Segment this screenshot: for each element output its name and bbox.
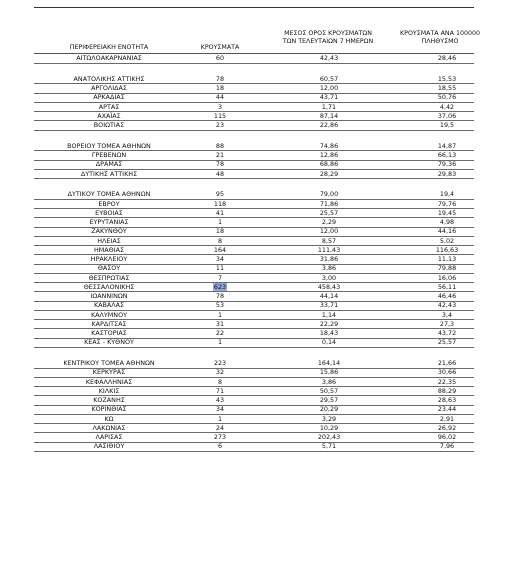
table-row — [34, 170, 474, 179]
cell-region: ΚΕΦΑΛΛΗΝΙΑΣ — [85, 377, 133, 386]
cell-cases-per-100k: 44,16 — [437, 227, 457, 236]
cell-cases-per-100k: 2,91 — [439, 414, 455, 423]
cell-cases-per-100k: 42,43 — [437, 301, 457, 310]
cell-cases-per-100k: 19,5 — [439, 121, 455, 129]
cell-cases: 78 — [215, 160, 225, 169]
cell-region: ΚΑΒΑΛΑΣ — [93, 301, 125, 310]
highlighted-value: 623 — [213, 282, 227, 291]
cell-region: ΑΧΑΪΑΣ — [97, 111, 121, 120]
table-row — [34, 301, 474, 310]
cell-cases: 8 — [217, 377, 223, 386]
cell-cases-per-100k: 25,57 — [437, 338, 457, 347]
cell-cases: 3 — [217, 102, 223, 111]
row-rule — [34, 178, 474, 179]
header-cases-per-100k-line2: ΠΛΗΘΥΣΜΟ — [421, 38, 459, 45]
header-cases: ΚΡΟΥΣΜΑΤΑ — [200, 44, 240, 51]
cell-weekly-average: 50,57 — [319, 386, 339, 395]
cell-cases: 7 — [217, 273, 223, 282]
cell-weekly-average: 1,14 — [321, 310, 337, 319]
cell-weekly-average: 33,71 — [319, 301, 339, 310]
row-rule — [34, 451, 474, 452]
cell-region: ΚΩ — [104, 414, 114, 423]
cell-cases: 1 — [217, 414, 223, 423]
table-row — [34, 292, 474, 301]
cell-region: ΑΝΑΤΟΛΙΚΗΣ ΑΤΤΙΚΗΣ — [73, 74, 145, 83]
cell-cases-per-100k: 21,66 — [437, 359, 457, 367]
cell-weekly-average: 31,86 — [319, 255, 339, 263]
cell-region: ΘΕΣΠΡΩΤΙΑΣ — [88, 273, 130, 282]
cell-region: ΚΕΡΚΥΡΑΣ — [92, 368, 126, 377]
cell-cases-per-100k: 50,76 — [437, 93, 457, 102]
table-row — [34, 405, 474, 414]
cell-region: ΕΥΡΥΤΑΝΙΑΣ — [89, 218, 129, 226]
cell-region: ΚΑΡΔΙΤΣΑΣ — [91, 319, 127, 328]
table-row — [34, 209, 474, 218]
cell-weekly-average: 164,14 — [317, 359, 341, 367]
row-rule — [34, 130, 474, 131]
cell-region: ΗΡΑΚΛΕΙΟΥ — [90, 255, 128, 263]
table-row — [34, 93, 474, 102]
cell-weekly-average: 3,00 — [321, 273, 337, 282]
cell-region: ΑΡΤΑΣ — [98, 102, 120, 111]
table-row — [34, 387, 474, 396]
cell-cases-per-100k: 79,76 — [437, 199, 457, 208]
cell-weekly-average: 12,00 — [319, 227, 339, 236]
cell-cases-per-100k: 88,29 — [437, 386, 457, 395]
table-row — [34, 246, 474, 255]
table-row — [34, 75, 474, 84]
cell-cases: 71 — [215, 386, 225, 395]
header-weekly-average — [255, 30, 401, 46]
cell-weekly-average: 10,29 — [319, 423, 339, 432]
cell-cases: 11 — [215, 264, 225, 273]
cell-weekly-average: 60,57 — [319, 74, 339, 83]
cell-cases-per-100k: 28,46 — [437, 54, 457, 62]
table-row — [34, 368, 474, 377]
cell-weekly-average: 0,14 — [321, 338, 337, 347]
cell-region: ΚΙΛΚΙΣ — [98, 386, 120, 395]
table-row — [34, 338, 474, 347]
cell-region: ΔΡΑΜΑΣ — [95, 160, 123, 169]
table-row — [34, 190, 474, 199]
cell-cases-per-100k: 29,83 — [437, 169, 457, 178]
cell-region: ΔΥΤΙΚΟΥ ΤΟΜΕΑ ΑΘΗΝΩΝ — [67, 190, 151, 199]
table-row — [34, 415, 474, 424]
cell-weekly-average: 87,14 — [319, 111, 339, 120]
cell-cases: 24 — [215, 423, 225, 432]
cell-weekly-average: 22,86 — [319, 121, 339, 129]
table-row — [34, 274, 474, 283]
cell-region: ΕΒΡΟΥ — [98, 199, 120, 208]
table-row — [34, 121, 474, 130]
cell-cases-per-100k: 11,13 — [437, 255, 457, 263]
cell-region: ΚΟΖΑΝΗΣ — [93, 396, 125, 404]
cell-region: ΑΙΤΩΛΟΑΚΑΡΝΑΝΙΑΣ — [76, 54, 142, 62]
table-row — [34, 200, 474, 209]
cell-region: ΚΟΡΙΝΘΙΑΣ — [91, 405, 127, 414]
cell-cases: 21 — [215, 151, 225, 159]
cell-cases-per-100k: 37,06 — [437, 111, 457, 120]
cell-weekly-average: 111,43 — [317, 245, 341, 254]
cell-region: ΒΟΡΕΙΟΥ ΤΟΜΕΑ ΑΘΗΝΩΝ — [67, 141, 151, 150]
cell-weekly-average: 29,57 — [319, 396, 339, 404]
cell-weekly-average: 1,71 — [321, 102, 337, 111]
cell-cases: 60 — [215, 54, 225, 62]
cell-cases: 88 — [215, 141, 225, 150]
cell-region: ΚΕΑΣ - ΚΥΘΝΟΥ — [84, 338, 134, 347]
cell-cases-per-100k: 19,4 — [439, 190, 455, 199]
cell-weekly-average: 18,43 — [319, 329, 339, 337]
cell-region: ΘΑΣΟΥ — [97, 264, 121, 273]
cell-weekly-average: 12,00 — [319, 84, 339, 92]
cell-cases: 6 — [217, 442, 223, 451]
cell-weekly-average: 3,86 — [321, 264, 337, 273]
cell-cases-per-100k: 15,53 — [437, 74, 457, 83]
cell-cases-per-100k: 5,02 — [439, 236, 455, 245]
table-row — [34, 54, 474, 63]
cell-cases: 223 — [213, 359, 227, 367]
cell-cases-per-100k: 19,45 — [437, 208, 457, 217]
cell-cases: 53 — [215, 301, 225, 310]
cell-weekly-average: 28,29 — [319, 169, 339, 178]
cell-cases: 34 — [215, 255, 225, 263]
table-row — [34, 227, 474, 236]
cell-cases: 31 — [215, 319, 225, 328]
cell-weekly-average: 5,71 — [321, 442, 337, 451]
table-row — [34, 329, 474, 338]
cell-cases: 273 — [213, 433, 227, 441]
cell-weekly-average: 8,57 — [321, 236, 337, 245]
header-weekly-average-line2: ΤΩΝ ΤΕΛΕΥΤΑΙΩΝ 7 ΗΜΕΡΩΝ — [282, 38, 374, 45]
cell-cases: 32 — [215, 368, 225, 377]
cell-cases: 78 — [215, 292, 225, 300]
table-row — [34, 283, 474, 292]
cell-cases-per-100k: 18,55 — [437, 84, 457, 92]
cell-cases-per-100k: 23,44 — [437, 405, 457, 414]
cell-cases: 43 — [215, 396, 225, 404]
row-rule — [34, 63, 474, 64]
cell-cases: 34 — [215, 405, 225, 414]
table-row — [34, 218, 474, 227]
table-row — [34, 84, 474, 93]
cell-weekly-average: 15,86 — [319, 368, 339, 377]
table-row — [34, 424, 474, 433]
cell-region: ΚΑΣΤΟΡΙΑΣ — [91, 329, 127, 337]
header-region: ΠΕΡΙΦΕΡΕΙΑΚΗ ΕΝΟΤΗΤΑ — [69, 44, 149, 51]
cell-cases: 23 — [215, 121, 225, 129]
cell-cases-per-100k: 27,3 — [439, 319, 455, 328]
cell-cases-per-100k: 22,35 — [437, 377, 457, 386]
cell-cases: 22 — [215, 329, 225, 337]
cell-cases-per-100k: 79,88 — [437, 264, 457, 273]
cell-cases: 1 — [217, 310, 223, 319]
cell-cases-per-100k: 46,46 — [437, 292, 457, 300]
table-row — [34, 320, 474, 329]
table-row — [34, 396, 474, 405]
cell-weekly-average: 42,43 — [319, 54, 339, 62]
table-row — [34, 255, 474, 264]
cell-cases: 48 — [215, 169, 225, 178]
cell-cases-per-100k: 14,87 — [437, 141, 457, 150]
cell-weekly-average: 68,86 — [319, 160, 339, 169]
cell-cases: 118 — [213, 199, 227, 208]
cell-cases-per-100k: 79,36 — [437, 160, 457, 169]
cell-cases: 1 — [217, 218, 223, 226]
cell-cases: 115 — [213, 111, 227, 120]
cell-weekly-average: 22,29 — [319, 319, 339, 328]
cell-cases: 8 — [217, 236, 223, 245]
cell-region: ΛΑΣΙΘΙΟΥ — [93, 442, 125, 451]
cell-cases-per-100k: 4,98 — [439, 218, 455, 226]
cell-weekly-average: 3,86 — [321, 377, 337, 386]
cell-region: ΕΥΒΟΙΑΣ — [95, 208, 123, 217]
cell-weekly-average: 2,29 — [321, 218, 337, 226]
cell-weekly-average: 43,71 — [319, 93, 339, 102]
cell-cases-per-100k: 56,11 — [437, 282, 457, 291]
cell-cases: 18 — [215, 84, 225, 92]
table-row — [34, 264, 474, 273]
cell-cases: 164 — [213, 245, 227, 254]
cell-weekly-average: 71,86 — [319, 199, 339, 208]
cell-cases-per-100k: 116,63 — [435, 245, 459, 254]
cell-cases-per-100k: 43,72 — [437, 329, 457, 337]
cell-cases-per-100k: 66,13 — [437, 151, 457, 159]
cell-region: ΗΛΕΙΑΣ — [97, 236, 121, 245]
cell-cases: 18 — [215, 227, 225, 236]
cell-region: ΑΡΚΑΔΙΑΣ — [93, 93, 125, 102]
cell-weekly-average: 12,86 — [319, 151, 339, 159]
table-row — [34, 378, 474, 387]
row-rule — [34, 347, 474, 348]
header-cases-per-100k-line1: ΚΡΟΥΣΜΑΤΑ ΑΝΑ 100000 — [400, 30, 480, 37]
cell-region: ΛΑΚΩΝΙΑΣ — [92, 423, 126, 432]
cell-cases: 41 — [215, 208, 225, 217]
table-row — [34, 160, 474, 169]
cell-weekly-average: 458,43 — [317, 282, 341, 291]
table-row — [34, 151, 474, 160]
cell-region: ΘΕΣΣΑΛΟΝΙΚΗΣ — [83, 282, 135, 291]
cell-region: ΒΟΙΩΤΙΑΣ — [93, 121, 125, 129]
cell-weekly-average: 20,29 — [319, 405, 339, 414]
cell-weekly-average: 25,57 — [319, 208, 339, 217]
cell-cases-per-100k: 30,66 — [437, 368, 457, 377]
cell-cases-per-100k: 26,92 — [437, 423, 457, 432]
cell-region: ΚΕΝΤΡΙΚΟΥ ΤΟΜΕΑ ΑΘΗΝΩΝ — [63, 359, 155, 367]
table-row — [34, 442, 474, 451]
cell-weekly-average: 44,14 — [319, 292, 339, 300]
table-row — [34, 359, 474, 368]
cell-region: ΚΑΛΥΜΝΟΥ — [90, 310, 128, 319]
table-row — [34, 433, 474, 442]
cell-cases-per-100k: 28,63 — [437, 396, 457, 404]
cell-cases-per-100k: 7,96 — [439, 442, 455, 451]
cell-region: ΖΑΚΥΝΘΟΥ — [91, 227, 127, 236]
cell-weekly-average: 3,29 — [321, 414, 337, 423]
cell-cases-per-100k: 3,4 — [441, 310, 453, 319]
table-row — [34, 311, 474, 320]
header-weekly-average-line1: ΜΕΣΟΣ ΟΡΟΣ ΚΡΟΥΣΜΑΤΩΝ — [284, 30, 372, 37]
cell-cases: 78 — [215, 74, 225, 83]
cell-cases: 95 — [215, 190, 225, 199]
cell-cases-per-100k: 16,06 — [437, 273, 457, 282]
header-cases-per-100k — [394, 30, 486, 46]
table-row — [34, 103, 474, 112]
cell-cases-per-100k: 4,42 — [439, 102, 455, 111]
cell-region: ΙΩΑΝΝΙΝΩΝ — [90, 292, 128, 300]
cell-weekly-average: 202,43 — [317, 433, 341, 441]
cell-weekly-average: 79,00 — [319, 190, 339, 199]
table-row — [34, 142, 474, 151]
table-row — [34, 112, 474, 121]
cell-cases: 44 — [215, 93, 225, 102]
cell-region: ΛΑΡΙΣΑΣ — [95, 433, 123, 441]
cell-cases-per-100k: 96,02 — [437, 433, 457, 441]
cell-region: ΗΜΑΘΙΑΣ — [93, 245, 124, 254]
cell-region: ΓΡΕΒΕΝΩΝ — [91, 151, 127, 159]
top-rule — [34, 7, 474, 8]
table-row — [34, 237, 474, 246]
cell-weekly-average: 74,86 — [319, 141, 339, 150]
cell-cases: 1 — [217, 338, 223, 347]
cell-region: ΔΥΤΙΚΗΣ ΑΤΤΙΚΗΣ — [80, 169, 138, 178]
cell-region: ΑΡΓΟΛΙΔΑΣ — [91, 84, 127, 92]
